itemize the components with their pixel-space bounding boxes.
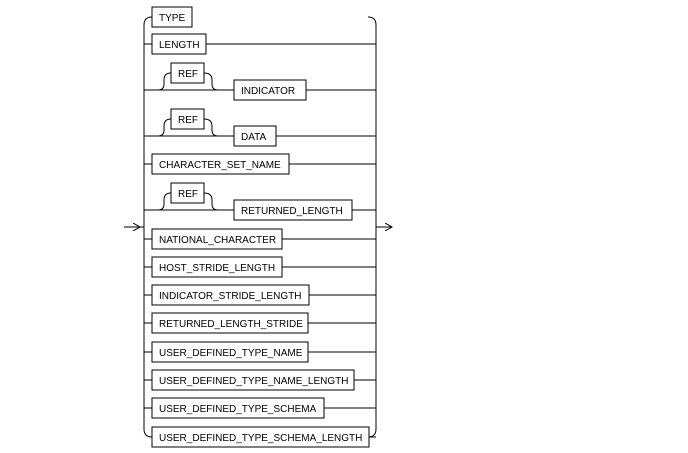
keyword-box-character-set-name [152, 154, 289, 174]
keyword-label: USER_DEFINED_TYPE_SCHEMA_LENGTH [159, 433, 363, 444]
keyword-label: USER_DEFINED_TYPE_NAME [159, 348, 303, 359]
right-rail [368, 17, 376, 437]
keyword-box-user-defined-type-schema-length [152, 427, 369, 447]
keyword-label: NATIONAL_CHARACTER [159, 235, 277, 246]
keyword-box-indicator [234, 80, 306, 100]
keyword-box-ref-data [171, 109, 204, 129]
keyword-box-national-character [152, 229, 282, 249]
keyword-box-returned-length [234, 200, 352, 220]
left-rail [140, 17, 152, 437]
keyword-box-type [152, 7, 192, 27]
keyword-box-ref-returned-length [171, 183, 204, 203]
keyword-box-user-defined-type-schema [152, 398, 324, 418]
keyword-box-ref-indicator [171, 63, 204, 83]
keyword-label: TYPE [159, 13, 186, 24]
keyword-label: CHARACTER_SET_NAME [159, 160, 281, 171]
keyword-box-length [152, 34, 206, 54]
keyword-label: REF [178, 69, 198, 80]
keyword-label: DATA [241, 132, 267, 143]
keyword-label: INDICATOR_STRIDE_LENGTH [159, 291, 302, 302]
keyword-label: LENGTH [159, 40, 200, 51]
keyword-box-indicator-stride-length [152, 285, 309, 305]
keyword-label: REF [178, 189, 198, 200]
keyword-label: USER_DEFINED_TYPE_NAME_LENGTH [159, 376, 349, 387]
keyword-box-user-defined-type-name-length [152, 370, 354, 390]
keyword-box-returned-length-stride [152, 313, 308, 333]
keyword-label: HOST_STRIDE_LENGTH [159, 263, 276, 274]
keyword-label: REF [178, 115, 198, 126]
keyword-box-data [234, 126, 276, 146]
keyword-label: RETURNED_LENGTH [241, 206, 343, 217]
keyword-label: INDICATOR [241, 86, 296, 97]
keyword-label: USER_DEFINED_TYPE_SCHEMA [159, 404, 317, 415]
keyword-box-user-defined-type-name [152, 342, 308, 362]
keyword-box-host-stride-length [152, 257, 282, 277]
keyword-label: RETURNED_LENGTH_STRIDE [159, 319, 303, 330]
